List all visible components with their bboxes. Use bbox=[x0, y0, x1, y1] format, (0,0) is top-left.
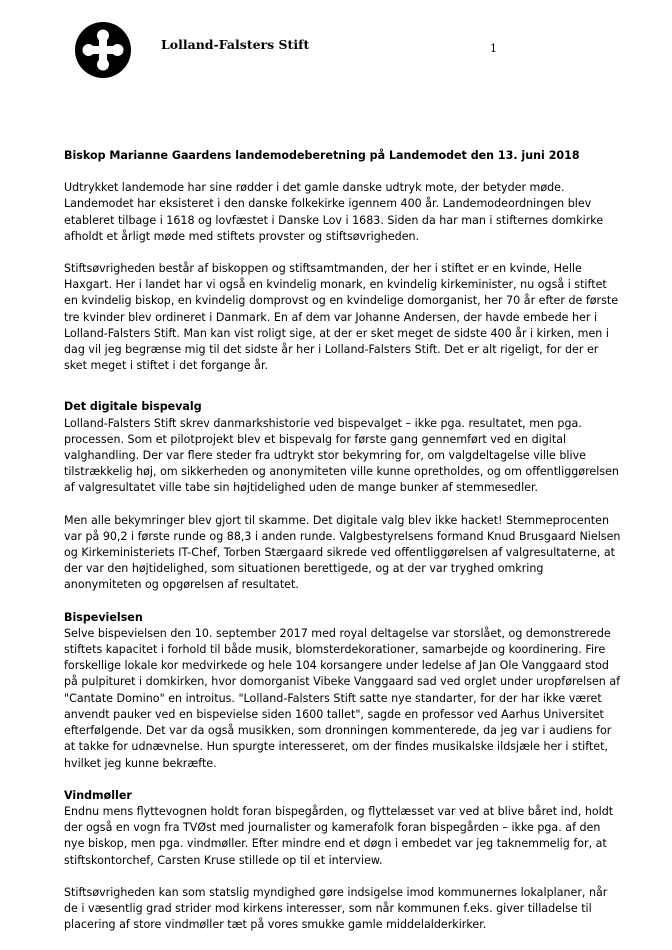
section-heading-bispevielsen: Bispevielsen bbox=[64, 610, 143, 624]
section-heading-vindmoller: Vindmøller bbox=[64, 788, 132, 802]
vindmoller-paragraph-1: Endnu mens flyttevognen holdt foran bispegården, og flyttelæsset var ved at blive båret ind, holdt der også en vogn fra TVØst med journalister og kamerafolk foran bispegården – ikke pga. af den nye biskop, men pga. vindmøller. Efter mindre end et døgn i embedet var jeg taknemmelig for, at stiftskontorchef, Carsten Kruse stillede op til et interview. bbox=[64, 804, 614, 867]
stiftsovrighed-paragraph: Stiftsøvrigheden består af biskoppen og stiftsamtmanden, der her i stiftet er en kvinde, Helle Haxgart. Her i landet har vi også en kvindelig monark, en kvindelig kirkeminister, nu også i stiftet en kvindelig biskop, en kvindelig domprovst og en kvindelige domorganist, her 70 år efter de første tre kvinder blev ordineret i Danmark. En af dem var Johanne Andersen, der havde embede her i Lolland-Falsters Stift. Man kan vist roligt sige, at der er sket meget de sidste 400 år i kirken, men i dag vil jeg begrænse mig til det sidste år her i Lolland-Falsters Stift. Det er alt rigeligt, for der er sket meget i stiftet i det forgange år. bbox=[64, 262, 619, 373]
organization-name: Lolland-Falsters Stift bbox=[161, 37, 310, 52]
intro-paragraph: Udtrykket landemode har sine rødder i det gamle danske udtryk mote, der betyder møde. Landemodet har eksisteret i den danske folkekirke igennem 400 år. Landemodeordningen blev etableret tilbage i 1618 og lovfæstet i Danske Lov i 1683. Siden da har man i stifternes domkirke afholdt et årligt møde med stiftets provster og stiftsøvrigheden. bbox=[64, 181, 604, 243]
section-heading-digital: Det digitale bispevalg bbox=[64, 400, 202, 414]
page-number: 1 bbox=[490, 42, 497, 55]
document-body bbox=[64, 148, 624, 933]
document-title: Biskop Marianne Gaardens landemodeberetning på Landemodet den 13. juni 2018 bbox=[64, 149, 580, 162]
digital-paragraph-2: Men alle bekymringer blev gjort til skamme. Det digitale valg blev ikke hacket! Stemmeprocenten var på 90,2 i første runde og 88,3 i anden runde. Valgbestyrelsens formand Knud Brusgaard Nielsen og Kirkeministeriets IT-Chef, Torben Stærgaard sikrede ved offentliggørelsen af valgresultaterne, at der var den højtidelighed, som situationen berettigede, og at der var tryghed omkring anonymiteten og opgørelsen af resultatet. bbox=[64, 513, 621, 592]
cross-icon bbox=[75, 22, 131, 78]
bispevielsen-paragraph-1: Selve bispevielsen den 10. september 2017 med royal deltagelse var storslået, og demonstrerede stiftets kapacitet i forhold til både musik, blomsterdekorationer, samarbejde og koordinering. Fire forskellige lokale kor medvirkede og hele 104 korsangere under ledelse af Jan Ole Vanggaard stod på pulpituret i domkirken, hvor domorganist Vibeke Vanggaard sad ved orglet under uropførelsen af "Cantate Domino" en introitus. "Lolland-Falsters Stift satte nye standarter, for der har ikke været anvendt pauker ved en bispevielse siden 1600 tallet", sagde en professor ved Aarhus Universitet efterfølgende. Det var da også musikken, som dronningen kommenterede, da jeg var i audiens for at takke for udnævnelse. Hun spurgte interesseret, om der findes musikalske ildsjæle her i stiftet, hvilket jeg kunne bekræfte. bbox=[64, 626, 621, 770]
vindmoller-paragraph-2: Stiftsøvrigheden kan som statslig myndighed gøre indsigelse imod kommunernes lokalplaner, når de i væsentlig grad strider mod kirkens interesser, som når kommunen f.eks. giver tilladelse til placering af store vindmøller tæt på vores smukke gamle middelalderkirker. bbox=[64, 885, 608, 932]
digital-paragraph-1: Lolland-Falsters Stift skrev danmarkshistorie ved bispevalget – ikke pga. resultatet, men pga. processen. Som et pilotprojekt blev et bispevalg for første gang gennemført ved en digital valghandling. Der var flere steder fra udtrykt stor bekymring for, om valgdeltagelse ville blive tilstrækkelig høj, om sikkerheden og anonymiteten ville kunne opretholdes, og om offentliggørelsen af valgresultatet ville tabe sin højtidelighed uden de mange bunker af stemmesedler. bbox=[64, 416, 619, 495]
